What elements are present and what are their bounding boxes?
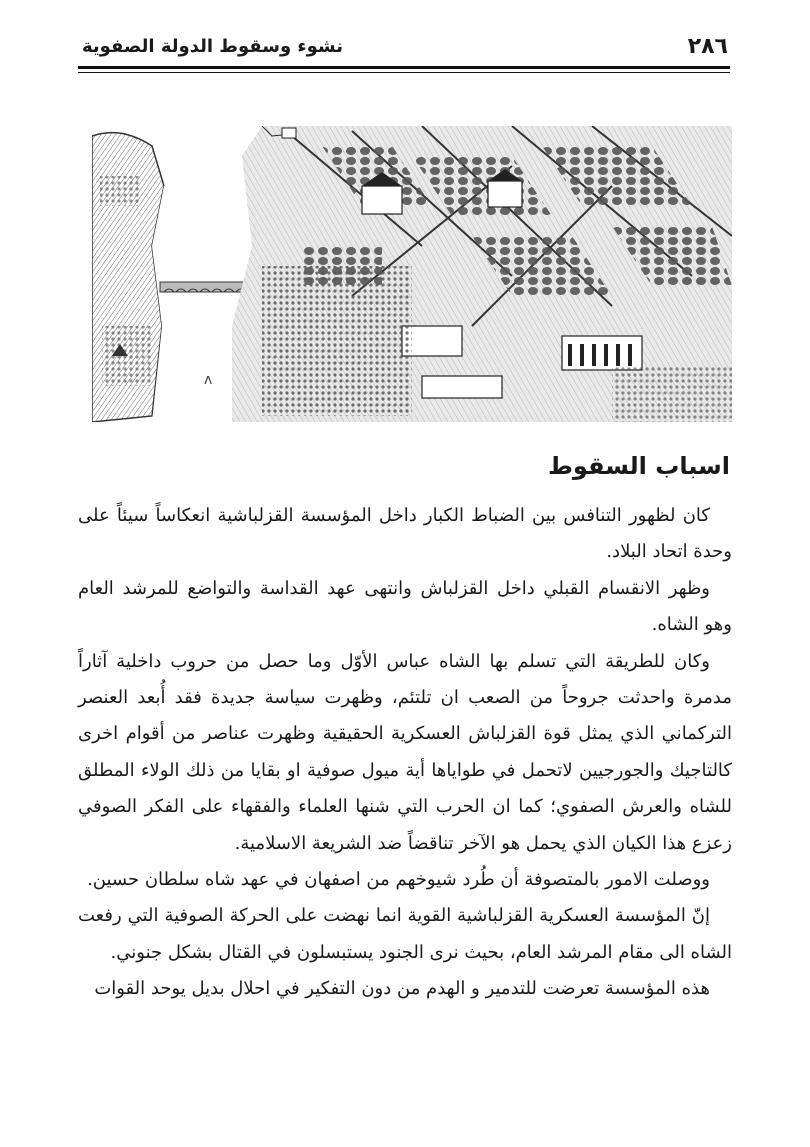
page-header <box>78 28 730 68</box>
page-number: ٢٨٦ <box>687 34 728 59</box>
city-engraving-image <box>92 126 732 422</box>
body-text <box>78 498 732 1008</box>
header-rule-thick <box>78 66 730 69</box>
svg-text:ʌ: ʌ <box>204 372 213 388</box>
paragraph: كان لظهور التنافس بين الضباط الكبار داخل المؤسسة القزلباشية انعكاساً سيئاً على وحدة اتحاد البلاد. <box>78 505 732 563</box>
paragraph: وظهر الانقسام القبلي داخل القزلباش وانتهى عهد القداسة والتواضع للمرشد العام وهو الشاه. <box>78 577 732 636</box>
header-rule-thin <box>78 72 730 73</box>
paragraph: ووصلت الامور بالمتصوفة أن طُرد شيوخهم من اصفهان في عهد شاه سلطان حسين. <box>87 869 710 891</box>
running-title: نشوء وسقوط الدولة الصفوية <box>82 36 343 57</box>
paragraph: إنّ المؤسسة العسكرية القزلباشية القوية انما نهضت على الحركة الصوفية التي رفعت الشاه الى مقام المرشد العام، بحيث نرى الجنود يستبسلون في القتال بشكل جنوني. <box>78 905 732 963</box>
paragraph: وكان للطريقة التي تسلم بها الشاه عباس الأوّل وما حصل من حروب داخلية آثاراً مدمرة واحدثت جروحاً من الصعب ان تلتئم، وظهرت سياسة جديدة فقد أُبعد العنصر التركماني الذي يمثل قوة القزلباش العسكرية الحقيقية وظهرت عناصر من أقوام اخرى كالتاجيك والجورجيين لاتحمل في طواياها أية ميول صوفية او بقايا من ذلك الولاء المطلق للشاه والعرش الصفوي؛ كما ان الحرب التي شنها العلماء والفقهاء على الفكر الصوفي زعزع هذا الكيان الذي يحمل هو الآخر تناقضاً ضد الشريعة الاسلامية. <box>78 650 732 854</box>
paragraph: هذه المؤسسة تعرضت للتدمير و الهدم من دون التفكير في احلال بديل يوحد القوات <box>94 978 710 1000</box>
section-heading: اسباب السقوط <box>547 452 730 480</box>
